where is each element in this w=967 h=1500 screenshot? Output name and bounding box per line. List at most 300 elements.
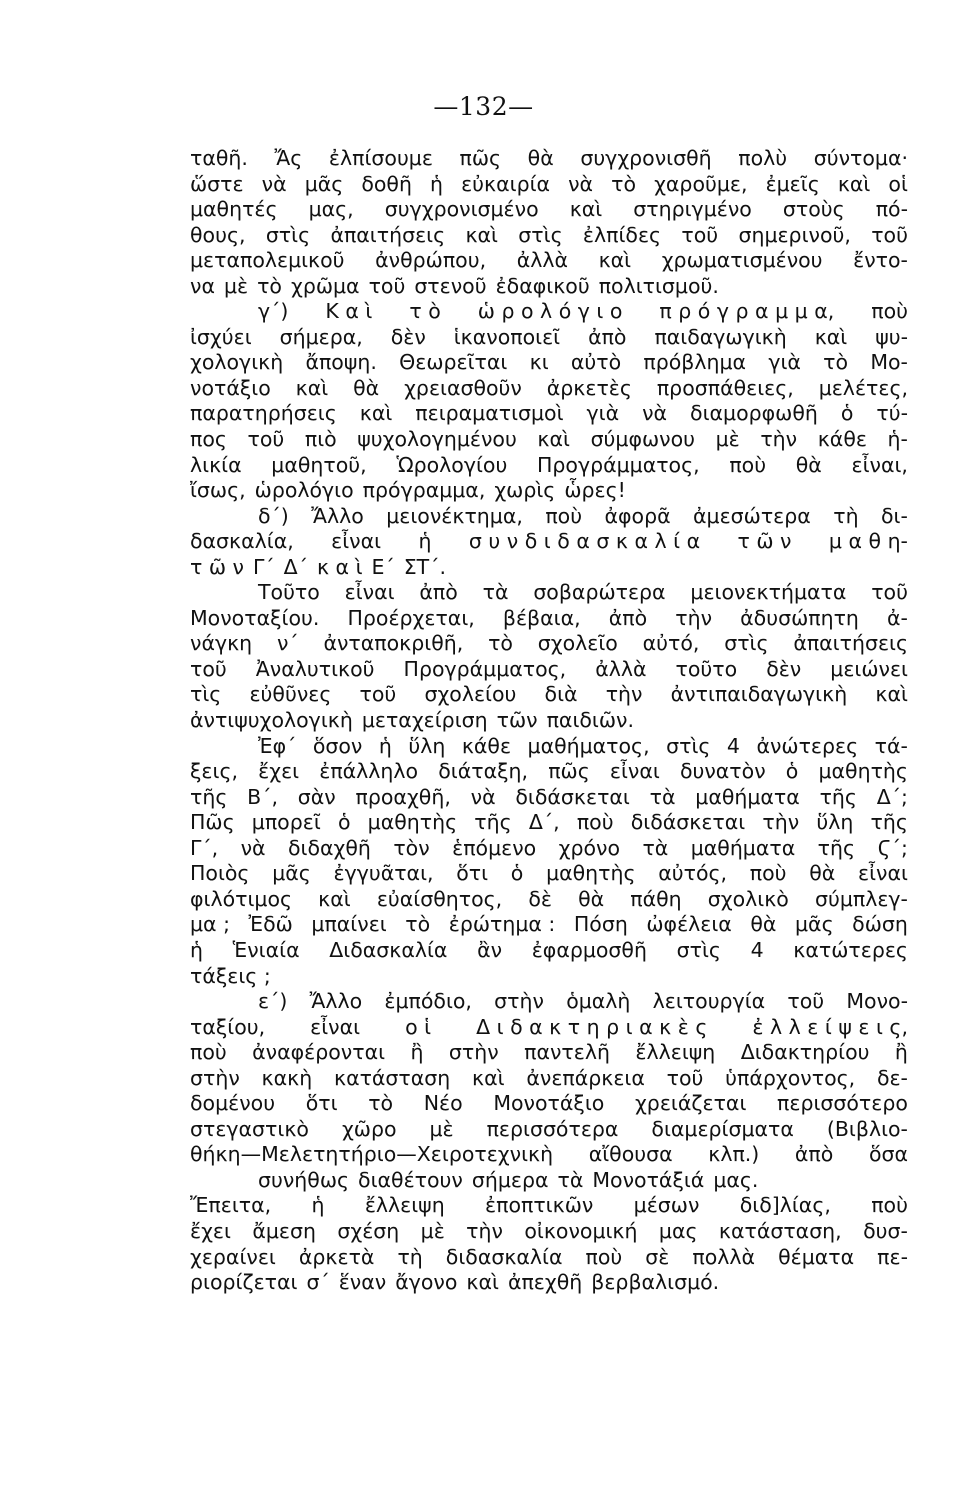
word: τὸ bbox=[488, 631, 513, 656]
word: κάθε bbox=[817, 427, 867, 452]
word: κατάσταση, bbox=[718, 1218, 842, 1243]
word: διαμερίσματα bbox=[651, 1116, 794, 1141]
word: ἀ- bbox=[887, 605, 908, 630]
word: θέματα bbox=[778, 1244, 855, 1269]
word: ἡ- bbox=[887, 427, 908, 452]
text-line bbox=[190, 504, 908, 530]
page-number: —132— bbox=[433, 92, 534, 121]
word: ε΄) bbox=[258, 989, 288, 1014]
word: εἶναι, bbox=[851, 452, 908, 477]
word: χολογικὴ bbox=[190, 350, 284, 375]
text-line bbox=[190, 146, 908, 172]
word: νὰ bbox=[568, 171, 594, 196]
word: ριορίζεται bbox=[190, 1270, 298, 1295]
word: τὴν bbox=[762, 810, 800, 835]
word: Προγράμματος, bbox=[536, 452, 700, 477]
word: περισσότερο bbox=[777, 1091, 908, 1116]
word: σχολεῖο bbox=[537, 631, 618, 656]
word: ὁ bbox=[510, 861, 524, 886]
word: δυσ- bbox=[863, 1218, 908, 1243]
word: τοῦ bbox=[368, 273, 406, 298]
word: μελέτες, bbox=[818, 375, 908, 400]
word: ἀπὸ bbox=[608, 605, 648, 630]
word: στεγαστικὸ bbox=[190, 1116, 309, 1141]
word: μᾶς bbox=[795, 912, 834, 937]
word: σ υ ν δ ι δ α σ κ α λ ί α bbox=[468, 529, 701, 554]
word: Ε΄ bbox=[371, 554, 395, 579]
word: ἀλλὰ bbox=[595, 656, 647, 681]
word: γιὰ bbox=[586, 401, 620, 426]
word: καὶ bbox=[875, 682, 908, 707]
word: ἄμεση bbox=[252, 1218, 316, 1243]
word: ταθῆ. bbox=[190, 146, 248, 170]
word: φιλότιμος bbox=[190, 886, 293, 911]
word: Ποιὸς bbox=[190, 861, 250, 886]
word: πρόγραμμα, bbox=[362, 478, 486, 503]
word: τοῦ bbox=[871, 580, 908, 605]
word: ἂν bbox=[477, 937, 503, 962]
text-line bbox=[190, 1270, 908, 1296]
word: διδάσκεται bbox=[630, 810, 746, 835]
word: δὲν bbox=[766, 656, 802, 681]
word: ἄγονο bbox=[395, 1270, 458, 1295]
word: μειονέκτημα, bbox=[386, 503, 523, 528]
word: σύμφωνου bbox=[590, 427, 696, 452]
word: στὶς bbox=[518, 222, 563, 247]
word: μ α θ η- bbox=[828, 529, 908, 554]
word: σύμπλεγ- bbox=[814, 886, 908, 911]
word: ποὺ bbox=[871, 299, 908, 324]
word: μεταπολεμικοῦ bbox=[190, 248, 345, 273]
word: τὶς bbox=[190, 682, 222, 707]
word: τὰ bbox=[482, 580, 509, 605]
word: ὡρολόγιο bbox=[254, 478, 354, 503]
word: ὑπάρχοντος, bbox=[725, 1065, 856, 1090]
word: τῶν bbox=[496, 708, 538, 733]
word: καὶ bbox=[295, 375, 329, 400]
word: μας. bbox=[713, 1167, 759, 1192]
text-line bbox=[190, 248, 908, 274]
word: παιδιῶν. bbox=[546, 708, 634, 733]
word: ἐμπόδιο, bbox=[384, 989, 472, 1014]
word: ΣΤ΄. bbox=[403, 554, 446, 579]
word: σήμερα bbox=[471, 1167, 549, 1192]
word: ἀμεσώτερα bbox=[693, 503, 811, 528]
text-line bbox=[190, 631, 908, 657]
word: τὸ bbox=[257, 273, 282, 298]
text-line bbox=[190, 1117, 908, 1143]
word: Μονο- bbox=[846, 989, 908, 1014]
word: ὁ bbox=[337, 810, 351, 835]
word: ἔλλειψη bbox=[364, 1193, 445, 1218]
word: Μονοτάξιά bbox=[592, 1167, 705, 1192]
word: Διδασκαλία bbox=[329, 937, 448, 962]
word: πειραματισμοὶ bbox=[415, 401, 564, 426]
text-line bbox=[190, 1142, 908, 1168]
word: ἀντιψυχολογικὴ bbox=[190, 708, 353, 733]
word: Ἐδῶ bbox=[248, 912, 293, 937]
word: αὐτό, bbox=[642, 631, 700, 656]
word: ὁ bbox=[840, 401, 854, 426]
word: πάθη bbox=[630, 886, 682, 911]
word: κάθε bbox=[461, 733, 512, 758]
word: ποὺ bbox=[190, 1040, 227, 1065]
text-line bbox=[190, 657, 908, 683]
word: εὐκαιρία bbox=[461, 171, 551, 196]
text-line bbox=[190, 1168, 908, 1194]
word: πῶς bbox=[548, 759, 590, 784]
word: τ ῶ ν bbox=[737, 529, 792, 554]
word: σχέση bbox=[337, 1218, 400, 1243]
word: ἀφορᾶ bbox=[604, 503, 671, 528]
word: ἀπαιτήσεις bbox=[793, 631, 908, 656]
word: γ΄) bbox=[258, 299, 289, 324]
word: ποὺ bbox=[749, 861, 787, 886]
word: στὶς bbox=[724, 631, 769, 656]
word: σ΄ bbox=[306, 1270, 330, 1295]
word: κ α ὶ bbox=[316, 554, 363, 579]
word: ἔντο- bbox=[853, 248, 908, 273]
word: 4 bbox=[726, 733, 740, 758]
word: ἡ bbox=[190, 937, 203, 962]
word: ὅσον bbox=[312, 733, 363, 758]
word: ἀδυσώπητη bbox=[740, 605, 859, 630]
word: ἀνώτερες bbox=[756, 733, 859, 758]
word: ὅσα bbox=[868, 1142, 908, 1167]
word: καὶ bbox=[598, 248, 632, 273]
word: θὰ bbox=[353, 375, 380, 400]
word: εἶναι bbox=[609, 759, 660, 784]
word: τύ- bbox=[876, 401, 908, 426]
word: τῆς bbox=[870, 810, 908, 835]
word: χρειάζεται bbox=[634, 1091, 747, 1116]
word: μα ; bbox=[190, 912, 230, 937]
word: θους, bbox=[190, 222, 246, 247]
word: χωρὶς bbox=[494, 478, 556, 503]
word: ἀνθρώπου, bbox=[375, 248, 487, 273]
word: ἡ bbox=[311, 1193, 325, 1218]
word: σχολείου bbox=[424, 682, 517, 707]
word: ψυχολογημένου bbox=[357, 427, 517, 452]
word: χρωματισμένου bbox=[661, 248, 823, 273]
text-line bbox=[190, 836, 908, 862]
word: τῆς bbox=[817, 835, 856, 860]
text-line bbox=[190, 580, 908, 606]
word: ποὺ bbox=[871, 1193, 908, 1218]
word: ποὺ bbox=[585, 1244, 623, 1269]
word: τοῦ bbox=[666, 1065, 704, 1090]
word: ποὺ bbox=[729, 452, 767, 477]
word: Μονοτάξιο bbox=[493, 1091, 605, 1116]
word: ὁμαλὴ bbox=[566, 989, 631, 1014]
word: πρόβλημα bbox=[643, 350, 747, 375]
word: εὐαίσθητος, bbox=[376, 886, 503, 911]
word: μὲ bbox=[429, 1116, 454, 1141]
word: μειώνει bbox=[830, 656, 908, 681]
word: Ἔπειτα, bbox=[190, 1193, 272, 1218]
word: μαθήματος, bbox=[527, 733, 650, 758]
word: τὸ bbox=[405, 912, 431, 937]
word: ἐμεῖς bbox=[765, 171, 820, 196]
word: Μο- bbox=[870, 350, 908, 375]
word: ἔχει bbox=[258, 759, 300, 784]
text-line bbox=[190, 197, 908, 223]
text-line bbox=[190, 453, 908, 479]
text-line bbox=[190, 325, 908, 351]
word: διαμορφωθῆ bbox=[690, 401, 818, 426]
word: τοῦ bbox=[359, 682, 397, 707]
word: Δ΄ bbox=[283, 554, 308, 579]
word: διὰ bbox=[544, 682, 578, 707]
word: παρατηρήσεις bbox=[190, 401, 337, 426]
word: λειτουργία bbox=[652, 989, 766, 1014]
text-line bbox=[190, 555, 908, 581]
word: μαθητοῦ, bbox=[271, 452, 367, 477]
word: τοῦτο bbox=[675, 656, 738, 681]
word: σὲ bbox=[645, 1244, 670, 1269]
word: εἶναι bbox=[344, 580, 395, 605]
word: μέσων bbox=[633, 1193, 700, 1218]
text-line bbox=[190, 708, 908, 734]
word: 4 bbox=[750, 937, 764, 962]
text-line bbox=[190, 912, 908, 938]
word: ὅτι bbox=[456, 861, 489, 886]
word: νὰ bbox=[240, 835, 266, 860]
word: ἀπὸ bbox=[588, 324, 627, 349]
word: δασκαλία, bbox=[190, 529, 294, 554]
word: μεταχείριση bbox=[361, 708, 488, 733]
word: μᾶς bbox=[272, 861, 311, 886]
word: τοῦ bbox=[681, 222, 719, 247]
word: τῆς bbox=[819, 784, 857, 809]
word: τὴν bbox=[760, 427, 798, 452]
word: καὶ bbox=[465, 222, 498, 247]
word: νὰ bbox=[642, 401, 668, 426]
word: Προέρχεται, bbox=[347, 605, 475, 630]
word: συγχρονισθῆ bbox=[580, 146, 712, 170]
word: μαθήματα bbox=[690, 835, 796, 860]
text-line bbox=[190, 172, 908, 198]
word: μὲ bbox=[715, 427, 740, 452]
word: σχολικὸ bbox=[707, 886, 789, 911]
word: νοτάξιο bbox=[190, 375, 271, 400]
word: συγχρονισμένο bbox=[384, 197, 539, 222]
word: πῶς bbox=[459, 146, 502, 170]
word: κατάσταση bbox=[333, 1065, 451, 1090]
word: καὶ bbox=[537, 427, 570, 452]
word: κατώτερες bbox=[793, 937, 908, 962]
word: δ΄) bbox=[258, 503, 289, 528]
word: τοῦ bbox=[190, 656, 227, 681]
word: αὐτὸ bbox=[570, 350, 622, 375]
word: ἢ bbox=[410, 1040, 424, 1065]
word: τὸν bbox=[393, 835, 430, 860]
word: παντελῆ bbox=[524, 1040, 610, 1065]
text-line bbox=[190, 887, 908, 913]
word: εἶναι bbox=[858, 861, 908, 886]
word: Νέο bbox=[423, 1091, 463, 1116]
word: προσπάθειες, bbox=[656, 375, 794, 400]
text-line bbox=[190, 1040, 908, 1066]
word: τὴν bbox=[466, 1218, 503, 1243]
word: ἀπὸ bbox=[794, 1142, 834, 1167]
word: ἀνταποκριθῆ, bbox=[323, 631, 464, 656]
word: Προγράμματος, bbox=[403, 656, 567, 681]
word: δε- bbox=[876, 1065, 908, 1090]
word: π ρ ό γ ρ α μ μ α, bbox=[659, 299, 835, 324]
word: μπαίνει bbox=[311, 912, 387, 937]
word: ψυ- bbox=[875, 324, 908, 349]
word: ταξίου, bbox=[190, 1014, 266, 1039]
word: ἰσχύει bbox=[190, 324, 252, 349]
word: ἀναφέρονται bbox=[252, 1040, 386, 1065]
text-line bbox=[190, 1219, 908, 1245]
word: τά- bbox=[874, 733, 908, 758]
word: ὅτι bbox=[305, 1091, 338, 1116]
word: ἐ λ λ ε ί ψ ε ι ς, bbox=[752, 1014, 908, 1039]
word: βέβαια, bbox=[502, 605, 581, 630]
word: καὶ bbox=[318, 886, 351, 911]
word: αἴθουσα bbox=[588, 1142, 673, 1167]
word: ἴσως, bbox=[190, 478, 246, 503]
word: ὕλη bbox=[816, 810, 854, 835]
word: τὰ bbox=[649, 784, 676, 809]
word: μειονεκτήματα bbox=[690, 580, 847, 605]
text-line bbox=[190, 529, 908, 555]
word: νὰ bbox=[261, 171, 287, 196]
word: ἔλλειψη bbox=[635, 1040, 716, 1065]
word: δομένου bbox=[190, 1091, 276, 1116]
word: σὰν bbox=[297, 784, 336, 809]
text-line bbox=[190, 938, 908, 964]
word: τ ῶ ν bbox=[190, 554, 244, 579]
word: εἶναι bbox=[331, 529, 382, 554]
word: Ὡρολογίου bbox=[396, 452, 508, 477]
word: ἀνεπάρκεια bbox=[526, 1065, 645, 1090]
word: δώση bbox=[852, 912, 908, 937]
word: καὶ bbox=[814, 324, 848, 349]
word: ἕναν bbox=[338, 1270, 387, 1295]
word: τὴν bbox=[675, 605, 713, 630]
word: Πῶς bbox=[190, 810, 235, 835]
word: ἀντιπαιδαγωγικὴ bbox=[670, 682, 848, 707]
word: μᾶς bbox=[304, 171, 344, 196]
word: στενοῦ bbox=[414, 273, 487, 298]
word: θὰ bbox=[809, 861, 836, 886]
word: ἐλπίδες bbox=[582, 222, 662, 247]
word: δυνατὸν bbox=[679, 759, 766, 784]
word: στὴν bbox=[494, 989, 544, 1014]
word: πιὸ bbox=[304, 427, 337, 452]
word: ἀρκετὰ bbox=[298, 1244, 375, 1269]
word: Κ α ὶ bbox=[325, 299, 373, 324]
word: οἱ bbox=[888, 171, 908, 196]
word: μπορεῖ bbox=[251, 810, 321, 835]
word: διαθέτουν bbox=[358, 1167, 463, 1192]
word: κλπ.) bbox=[708, 1142, 760, 1167]
word: Θεωρεῖται bbox=[399, 350, 508, 375]
word: στηριγμένο bbox=[633, 197, 752, 222]
word: μαθητές bbox=[190, 197, 278, 222]
word: χρόνο bbox=[558, 835, 621, 860]
word: ἀρκετὲς bbox=[546, 375, 632, 400]
word: σήμερα, bbox=[279, 324, 363, 349]
text-line bbox=[190, 223, 908, 249]
word: Τοῦτο bbox=[258, 580, 320, 605]
text-line bbox=[190, 759, 908, 785]
word: στὶς bbox=[265, 222, 311, 247]
word: θὰ bbox=[578, 886, 605, 911]
word: τὸ bbox=[823, 350, 849, 375]
word: ἐλπίσουμε bbox=[328, 146, 433, 170]
word: συνήθως bbox=[258, 1167, 350, 1192]
word: Β΄, bbox=[247, 784, 278, 809]
text-line bbox=[190, 810, 908, 836]
word: Ἄλλο bbox=[311, 503, 364, 528]
word: εὐθῦνες bbox=[249, 682, 332, 707]
word: στὶς bbox=[676, 937, 721, 962]
word: τὰ bbox=[557, 1167, 584, 1192]
word: Δ΄, bbox=[528, 810, 560, 835]
word: κακὴ bbox=[261, 1065, 313, 1090]
word: χαροῦμε, bbox=[654, 171, 748, 196]
text-line bbox=[190, 989, 908, 1015]
word: χῶρο bbox=[341, 1116, 397, 1141]
word: τὸ bbox=[611, 171, 637, 196]
word: στοὺς bbox=[782, 197, 845, 222]
word: ἐγγυᾶται, bbox=[333, 861, 434, 886]
word: περισσότερα bbox=[486, 1116, 619, 1141]
word: Διδακτηρίου bbox=[740, 1040, 870, 1065]
word: ἢ bbox=[894, 1040, 908, 1065]
word: ποὺ bbox=[576, 810, 614, 835]
word: παιδαγωγικὴ bbox=[654, 324, 787, 349]
word: ἐποπτικῶν bbox=[485, 1193, 594, 1218]
word: διδασκαλία bbox=[445, 1244, 563, 1269]
word: δὲν bbox=[390, 324, 426, 349]
word: μὲ bbox=[223, 273, 249, 298]
word: Δ ι δ α κ τ η ρ ι α κ ὲ ς bbox=[476, 1014, 708, 1039]
word: δι- bbox=[881, 503, 908, 528]
word: τὴ bbox=[397, 1244, 423, 1269]
word: νὰ bbox=[470, 784, 496, 809]
word: κι bbox=[529, 350, 549, 375]
word: καὶ bbox=[472, 1065, 505, 1090]
word: σύντομα· bbox=[813, 146, 908, 170]
word: πολιτισμοῦ. bbox=[598, 273, 719, 298]
word: πολὺ bbox=[738, 146, 788, 170]
word: τάξεις ; bbox=[190, 963, 271, 988]
word: ὠφέλεια bbox=[646, 912, 732, 937]
word: ἐδαφικοῦ bbox=[495, 273, 590, 298]
word: ἡ bbox=[378, 733, 392, 758]
text-line bbox=[190, 964, 908, 990]
word: Ἄς bbox=[274, 146, 303, 170]
word: βερβαλισμό. bbox=[591, 1270, 720, 1295]
word: θὰ bbox=[750, 912, 777, 937]
word: Ἀναλυτικοῦ bbox=[255, 656, 375, 681]
word: τὴ bbox=[833, 503, 859, 528]
text-line bbox=[190, 606, 908, 632]
word: οἰκονομική bbox=[524, 1218, 638, 1243]
text-line bbox=[190, 734, 908, 760]
word: διάταξη, bbox=[438, 759, 529, 784]
word: τῆς bbox=[190, 784, 228, 809]
word: δοθῆ bbox=[361, 171, 412, 196]
word: ἀπαιτήσεις bbox=[330, 222, 446, 247]
word: ἱκανοποιεῖ bbox=[453, 324, 561, 349]
word: ἐφαρμοσθῆ bbox=[531, 937, 647, 962]
